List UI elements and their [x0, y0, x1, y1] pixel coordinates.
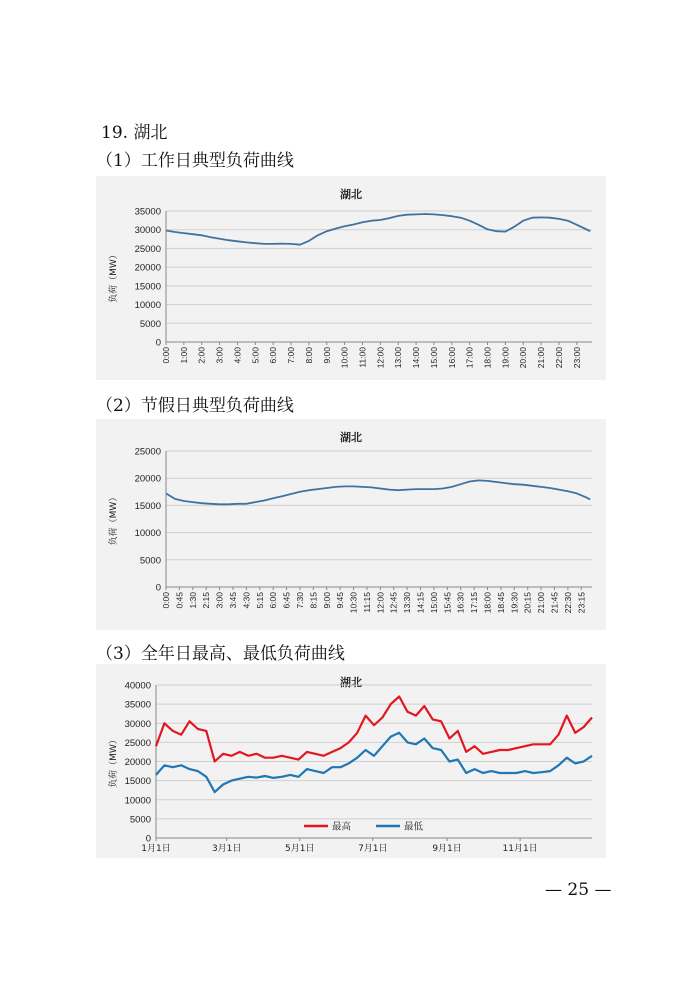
x-tick-label: 2:00	[196, 347, 207, 364]
y-tick-label: 10000	[124, 795, 151, 807]
x-tick-label: 4:30	[241, 592, 252, 609]
x-tick-label: 15:45	[442, 592, 453, 614]
x-tick-label: 12:00	[375, 347, 386, 369]
y-tick-label: 30000	[134, 225, 161, 237]
chart-title: 湖北	[340, 677, 362, 689]
x-tick-label: 0:45	[174, 592, 185, 609]
x-tick-label: 22:00	[553, 347, 564, 369]
x-tick-label: 9:00	[321, 592, 332, 609]
annual-max-min-chart-svg	[96, 664, 606, 858]
y-tick-label: 40000	[124, 680, 151, 692]
x-tick-label: 21:00	[536, 592, 547, 614]
x-tick-label: 23:15	[576, 592, 587, 614]
x-tick-label: 19:30	[509, 592, 520, 614]
y-tick-label: 15000	[134, 500, 161, 512]
x-tick-label: 10:30	[348, 592, 359, 614]
x-tick-label: 16:00	[446, 347, 457, 369]
x-tick-label: 5:00	[250, 347, 261, 364]
x-tick-label: 15:00	[428, 347, 439, 369]
x-tick-label: 14:15	[415, 592, 426, 614]
section-title: 19. 湖北	[101, 123, 168, 143]
x-tick-label: 7:30	[294, 592, 305, 609]
x-tick-label: 5月1日	[285, 844, 315, 854]
y-tick-label: 25000	[134, 446, 161, 458]
x-tick-label: 20:00	[518, 347, 529, 369]
series-line	[166, 480, 590, 504]
legend-label: 最高	[332, 821, 352, 833]
x-tick-label: 5:15	[254, 592, 265, 609]
y-tick-label: 10000	[134, 300, 161, 312]
x-tick-label: 21:00	[536, 347, 547, 369]
x-tick-label: 3:00	[214, 592, 225, 609]
x-tick-label: 1月1日	[141, 844, 171, 854]
subsection-title-annual: （3）全年日最高、最低负荷曲线	[96, 644, 345, 664]
y-tick-label: 0	[145, 833, 151, 845]
y-tick-label: 30000	[124, 718, 151, 730]
x-tick-label: 9:45	[335, 592, 346, 609]
x-tick-label: 23:00	[571, 347, 582, 369]
x-tick-label: 17:00	[464, 347, 475, 369]
y-tick-label: 20000	[134, 473, 161, 485]
y-tick-label: 0	[155, 582, 161, 594]
x-tick-label: 4:00	[232, 347, 243, 364]
x-tick-label: 11:15	[361, 592, 372, 613]
x-tick-label: 2:15	[201, 592, 212, 609]
holiday-load-chart-svg	[96, 419, 606, 630]
y-tick-label: 35000	[134, 206, 161, 218]
x-tick-label: 18:45	[495, 592, 506, 614]
y-tick-label: 35000	[124, 699, 151, 711]
series-line-最高	[156, 697, 592, 762]
subsection-title-holiday: （2）节假日典型负荷曲线	[96, 396, 294, 416]
x-tick-label: 1:00	[178, 347, 189, 364]
y-axis-label: 负荷（MW）	[109, 492, 119, 546]
x-tick-label: 15:00	[428, 592, 439, 614]
y-tick-label: 0	[155, 337, 161, 349]
annual-max-min-chart	[96, 664, 606, 858]
series-line-最低	[156, 733, 592, 792]
x-tick-label: 3:45	[227, 592, 238, 609]
x-tick-label: 7月1日	[358, 844, 388, 854]
x-tick-label: 6:00	[268, 592, 279, 609]
y-tick-label: 5000	[139, 318, 161, 330]
x-tick-label: 0:00	[161, 592, 171, 609]
x-tick-label: 19:00	[500, 347, 511, 369]
x-tick-label: 8:00	[303, 347, 314, 364]
x-tick-label: 6:00	[268, 347, 279, 364]
y-axis-label: 负荷（MW）	[109, 250, 119, 303]
y-tick-label: 5000	[139, 555, 161, 567]
page-number: — 25 —	[545, 880, 612, 900]
x-tick-label: 9:00	[321, 347, 332, 364]
x-tick-label: 10:00	[339, 347, 350, 369]
x-tick-label: 7:00	[286, 347, 297, 364]
x-tick-label: 9月1日	[432, 844, 462, 854]
x-tick-label: 12:45	[388, 592, 399, 614]
y-tick-label: 10000	[134, 528, 161, 540]
y-tick-label: 15000	[134, 281, 161, 293]
x-tick-label: 3:00	[214, 347, 225, 364]
subsection-title-workday: （1）工作日典型负荷曲线	[96, 151, 294, 171]
legend-label: 最低	[404, 821, 424, 833]
x-tick-label: 13:00	[393, 347, 404, 369]
x-tick-label: 13:30	[402, 592, 413, 614]
x-tick-label: 1:30	[187, 592, 198, 609]
x-tick-label: 21:45	[549, 592, 560, 614]
x-tick-label: 18:00	[482, 592, 493, 614]
holiday-load-chart	[96, 419, 606, 630]
x-tick-label: 18:00	[482, 347, 493, 369]
x-tick-label: 20:15	[522, 592, 533, 614]
x-tick-label: 14:00	[411, 347, 422, 369]
x-tick-label: 22:30	[562, 592, 573, 614]
y-tick-label: 20000	[124, 757, 151, 768]
chart-title: 湖北	[340, 189, 362, 201]
y-tick-label: 25000	[134, 243, 161, 255]
x-tick-label: 8:15	[308, 592, 319, 609]
y-tick-label: 15000	[124, 776, 151, 788]
y-axis-label: 负荷（MW）	[109, 735, 119, 788]
x-tick-label: 3月1日	[211, 844, 242, 854]
x-tick-label: 11月1日	[502, 844, 538, 854]
workday-load-chart-svg	[96, 176, 606, 380]
x-tick-label: 0:00	[161, 347, 171, 364]
x-tick-label: 11:00	[357, 347, 368, 368]
x-tick-label: 12:00	[375, 592, 386, 614]
x-tick-label: 17:15	[469, 592, 480, 614]
x-tick-label: 16:30	[455, 592, 466, 614]
workday-load-chart	[96, 176, 606, 380]
x-tick-label: 6:45	[281, 592, 292, 609]
y-tick-label: 25000	[124, 737, 151, 749]
chart-title: 湖北	[340, 432, 362, 444]
y-tick-label: 5000	[129, 814, 151, 826]
y-tick-label: 20000	[134, 262, 161, 274]
